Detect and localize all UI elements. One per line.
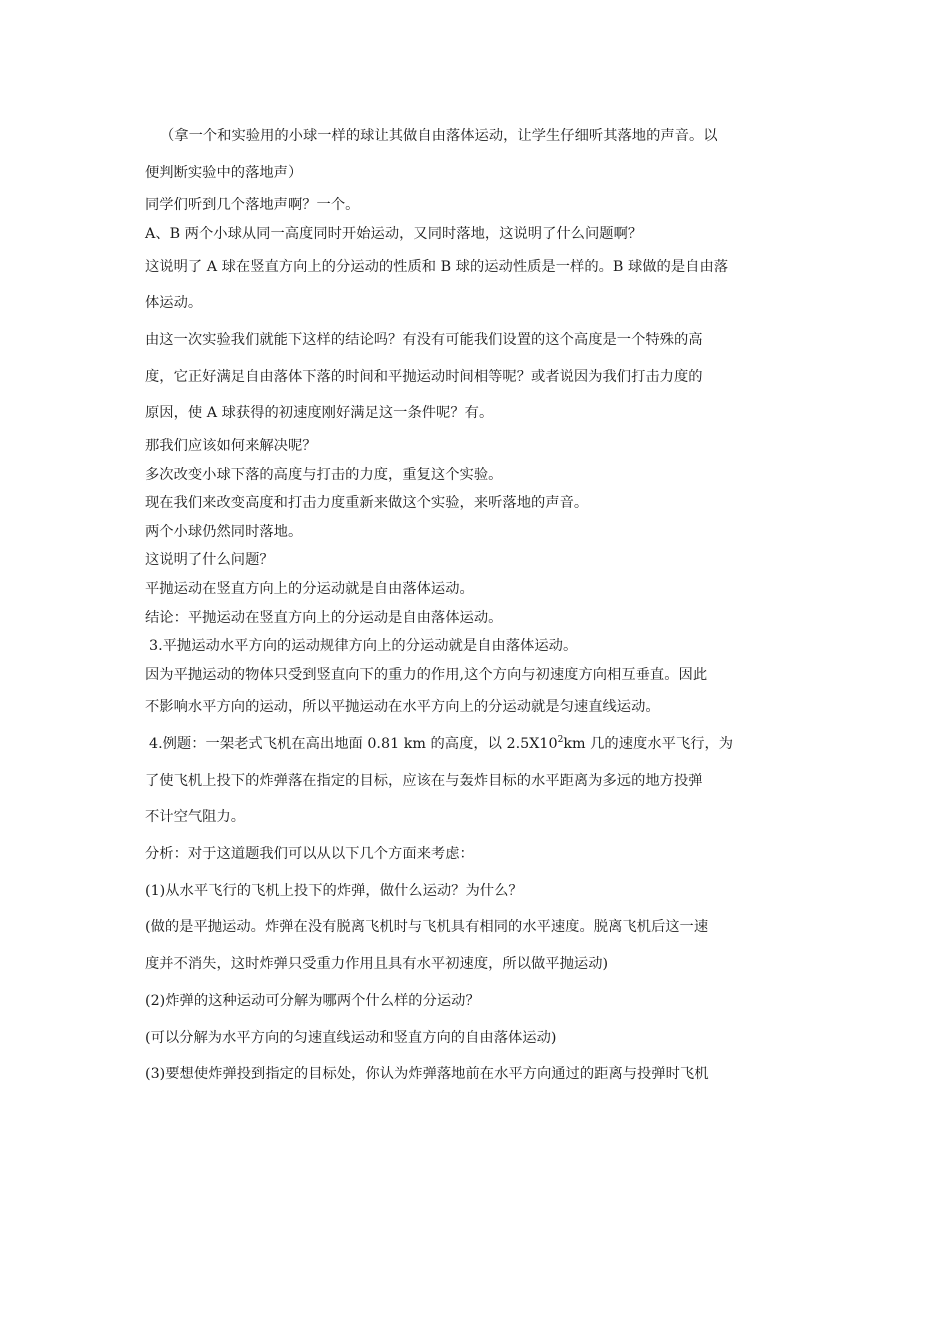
paragraph-line: (做的是平抛运动。炸弹在没有脱离飞机时与飞机具有相同的水平速度。脱离飞机后这一速 — [145, 919, 709, 936]
paragraph-line: 同学们听到几个落地声啊？一个。 — [145, 197, 360, 214]
section-heading: 3.平抛运动水平方向的运动规律方向上的分运动就是自由落体运动。 — [149, 638, 578, 655]
paragraph-line: 体运动。 — [145, 295, 203, 312]
paragraph-line: 度并不消失，这时炸弹只受重力作用且具有水平初速度，所以做平抛运动) — [145, 956, 609, 973]
example-text-a: 4.例题：一架老式飞机在高出地面 0.81 km 的高度，以 2.5X10 — [149, 736, 558, 753]
paragraph-line: 便判断实验中的落地声） — [145, 164, 303, 181]
example-line — [145, 726, 815, 763]
paragraph-line: (3)要想使炸弹投到指定的目标处，你认为炸弹落地前在水平方向通过的距离与投弹时飞机 — [145, 1066, 709, 1083]
paragraph-line: 分析：对于这道题我们可以从以下几个方面来考虑： — [145, 846, 474, 863]
paragraph-line: 因为平抛运动的物体只受到竖直向下的重力的作用,这个方向与初速度方向相互垂直。因此 — [145, 666, 708, 683]
paragraph-line: 这说明了什么问题？ — [145, 552, 274, 569]
paragraph-line: （拿一个和实验用的小球一样的球让其做自由落体运动，让学生仔细听其落地的声音。以 — [160, 128, 718, 144]
paragraph-line: 了使飞机上投下的炸弹落在指定的目标，应该在与轰炸目标的水平距离为多远的地方投弹 — [145, 772, 703, 789]
paragraph-line: 这说明了 A 球在竖直方向上的分运动的性质和 B 球的运动性质是一样的。B 球做的是自由落 — [145, 258, 729, 275]
paragraph-line: 那我们应该如何来解决呢？ — [145, 438, 317, 454]
example-text-b: km 几的速度水平飞行，为 — [563, 736, 734, 753]
paragraph-line: 两个小球仍然同时落地。 — [145, 523, 303, 540]
paragraph-line: A、B 两个小球从同一高度同时开始运动，又同时落地，这说明了什么问题啊？ — [145, 225, 643, 242]
paragraph-line: 多次改变小球下落的高度与打击的力度，重复这个实验。 — [145, 466, 503, 483]
paragraph-line: 现在我们来改变高度和打击力度重新来做这个实验，来听落地的声音。 — [145, 495, 589, 512]
paragraph-line: 原因，使 A 球获得的初速度刚好满足这一条件呢？有。 — [145, 405, 494, 422]
paragraph-line: (可以分解为水平方向的匀速直线运动和竖直方向的自由落体运动) — [145, 1029, 557, 1046]
paragraph-line: 度，它正好满足自由落体下落的时间和平抛运动时间相等呢？或者说因为我们打击力度的 — [145, 368, 703, 385]
paragraph-line: 结论：平抛运动在竖直方向上的分运动是自由落体运动。 — [145, 609, 503, 626]
document-body — [145, 118, 815, 1093]
paragraph-line: 平抛运动在竖直方向上的分运动就是自由落体运动。 — [145, 580, 474, 597]
paragraph-line: 不计空气阻力。 — [145, 809, 246, 826]
paragraph-line: 由这一次实验我们就能下这样的结论吗？有没有可能我们设置的这个高度是一个特殊的高 — [145, 331, 703, 348]
paragraph-line: 不影响水平方向的运动，所以平抛运动在水平方向上的分运动就是匀速直线运动。 — [145, 699, 660, 716]
superscript-exponent: 2 — [557, 735, 564, 746]
paragraph-line: (1)从水平飞行的飞机上投下的炸弹，做什么运动？为什么？ — [145, 882, 523, 899]
paragraph-line: (2)炸弹的这种运动可分解为哪两个什么样的分运动？ — [145, 992, 480, 1009]
